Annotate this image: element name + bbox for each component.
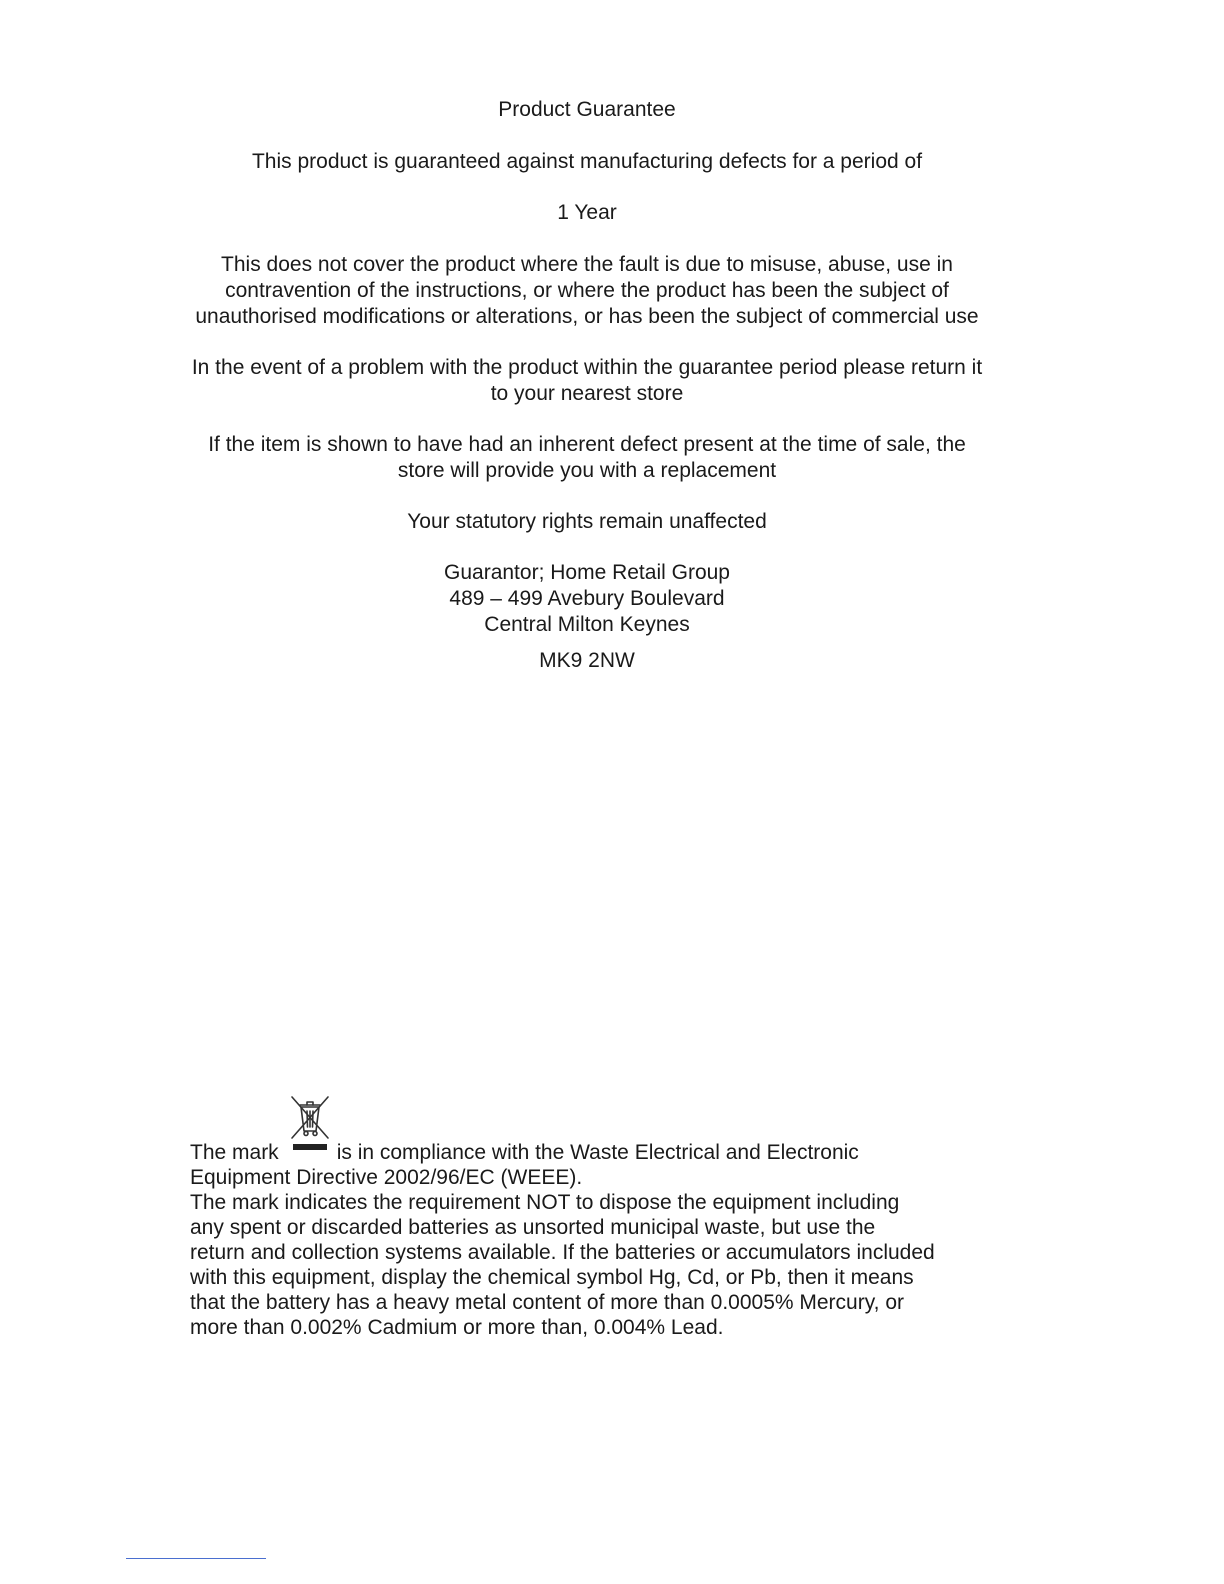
exclusions-line: contravention of the instructions, or where the product has been the subject of xyxy=(225,279,949,302)
footer-rule xyxy=(126,1558,266,1559)
exclusions-line: This does not cover the product where the fault is due to misuse, abuse, use in xyxy=(221,253,953,276)
guarantee-title xyxy=(150,97,1024,123)
weee-notice xyxy=(190,1140,1010,1340)
weee-line: more than 0.002% Cadmium or more than, 0.004% Lead. xyxy=(190,1316,724,1339)
weee-mark-label: The mark xyxy=(190,1141,279,1164)
return-policy-line: to your nearest store xyxy=(490,382,684,405)
crossed-out-wheelie-bin-icon xyxy=(291,1145,329,1159)
statutory-rights xyxy=(150,509,1024,535)
replacement-paragraph xyxy=(150,432,1024,484)
replacement-line: If the item is shown to have had an inherent defect present at the time of sale, the xyxy=(208,433,966,456)
weee-line: that the battery has a heavy metal content of more than 0.0005% Mercury, or xyxy=(190,1291,904,1314)
guarantor-address xyxy=(150,560,1024,638)
guarantee-period-text: 1 Year xyxy=(557,201,617,224)
guarantee-period xyxy=(150,200,1024,226)
guarantee-title-text: Product Guarantee xyxy=(498,98,676,121)
weee-line: with this equipment, display the chemical symbol Hg, Cd, or Pb, then it means xyxy=(190,1266,914,1289)
weee-line: Equipment Directive 2002/96/EC (WEEE). xyxy=(190,1166,583,1189)
weee-line: The mark indicates the requirement NOT to dispose the equipment including xyxy=(190,1191,900,1214)
guarantee-intro-text: This product is guaranteed against manufacturing defects for a period of xyxy=(251,150,923,173)
guarantor-postcode-text: MK9 2NW xyxy=(539,649,635,672)
weee-compliance-text: is in compliance with the Waste Electrical and Electronic xyxy=(336,1141,859,1164)
guarantor-street: 489 – 499 Avebury Boulevard xyxy=(449,587,725,610)
return-policy-paragraph xyxy=(150,355,1024,407)
replacement-line: store will provide you with a replacement xyxy=(397,459,777,482)
guarantor-town: Central Milton Keynes xyxy=(484,613,690,636)
return-policy-line: In the event of a problem with the product within the guarantee period please return it xyxy=(191,356,983,379)
guarantor-name: Guarantor; Home Retail Group xyxy=(444,561,730,584)
exclusions-line: unauthorised modifications or alterations, or has been the subject of commercial use xyxy=(195,305,979,328)
guarantee-intro xyxy=(150,149,1024,175)
statutory-rights-text: Your statutory rights remain unaffected xyxy=(407,510,767,533)
weee-first-line xyxy=(190,1140,1010,1165)
exclusions-paragraph xyxy=(150,252,1024,330)
weee-line: any spent or discarded batteries as unsorted municipal waste, but use the xyxy=(190,1216,876,1239)
weee-line: return and collection systems available. If the batteries or accumulators included xyxy=(190,1241,935,1264)
guarantor-postcode xyxy=(150,648,1024,674)
